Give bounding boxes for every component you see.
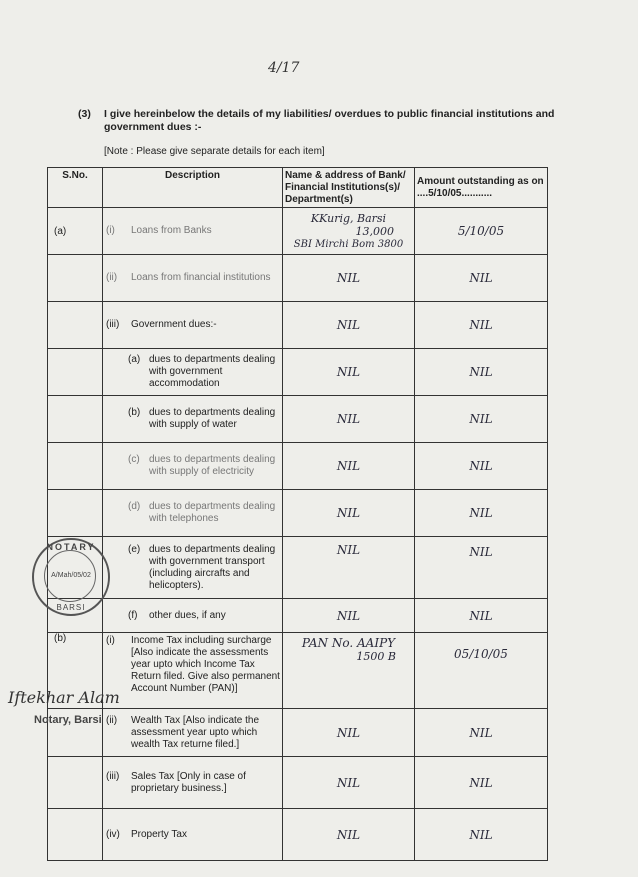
row-letter: (d) — [128, 501, 141, 512]
row-sno: (b) — [48, 633, 103, 709]
row-name-line: PAN No. AAIPY — [301, 636, 396, 650]
row-desc-text: Loans from financial institutions — [131, 272, 271, 283]
row-roman: (i) — [106, 225, 115, 236]
row-roman: (iii) — [106, 770, 120, 782]
row-description — [103, 208, 283, 255]
table-row — [48, 302, 548, 349]
table-row — [48, 809, 548, 861]
row-amount-value: NIL — [415, 537, 548, 599]
row-desc-text: dues to departments dealing with supply of electricity — [149, 454, 276, 477]
row-name-value: NIL — [283, 599, 415, 633]
row-description — [103, 349, 283, 396]
row-sno — [48, 396, 103, 443]
table-row — [48, 208, 548, 255]
table-row — [48, 599, 548, 633]
row-description — [103, 633, 283, 709]
row-letter: (a) — [128, 354, 141, 365]
row-amount-value: 5/10/05 — [415, 208, 548, 255]
row-name-value — [283, 633, 415, 709]
row-name-value — [283, 208, 415, 255]
row-name-value: NIL — [283, 757, 415, 809]
row-description — [103, 490, 283, 537]
row-description — [103, 537, 283, 599]
row-description — [103, 809, 283, 861]
row-desc-text: Wealth Tax [Also indicate the assessment year upto which wealth Tax returne filed.] — [131, 714, 260, 750]
section-note: [Note : Please give separate details for each item] — [104, 146, 325, 157]
row-description — [103, 757, 283, 809]
row-name-line: KKurig, Barsi — [310, 211, 387, 225]
row-name-value: NIL — [283, 302, 415, 349]
row-name-line: 13,000 — [355, 224, 394, 238]
row-amount-value: NIL — [415, 709, 548, 757]
row-roman: (i) — [106, 635, 115, 646]
header-amount: Amount outstanding as on ....5/10/05........... — [415, 168, 548, 208]
header-name-address: Name & address of Bank/ Financial Institutions(s)/ Department(s) — [283, 168, 415, 208]
notary-label: Notary, Barsi — [34, 714, 102, 726]
row-desc-text: Government dues:- — [131, 319, 217, 330]
row-description — [103, 396, 283, 443]
header-sno: S.No. — [48, 168, 103, 208]
section-number: (3) — [78, 108, 91, 120]
row-desc-text: Loans from Banks — [131, 225, 212, 236]
row-letter: (b) — [128, 407, 141, 418]
row-roman: (iii) — [106, 319, 120, 330]
row-roman: (ii) — [106, 714, 118, 726]
row-amount-value: NIL — [415, 396, 548, 443]
row-sno: (a) — [48, 208, 103, 255]
row-desc-text: dues to departments dealing with government transport (including aircrafts and helicopters). — [149, 543, 276, 591]
row-name-value: NIL — [283, 255, 415, 302]
row-name-value: NIL — [283, 396, 415, 443]
table-header-row — [48, 168, 548, 208]
seal-bottom-text: BARSI — [56, 603, 86, 612]
seal-middle-text: A/Mah/05/02 — [51, 572, 91, 579]
row-desc-text: Sales Tax [Only in case of proprietary business.] — [131, 770, 246, 794]
row-sno — [48, 349, 103, 396]
notary-signature: Iftekhar Alam — [8, 688, 120, 707]
row-description — [103, 599, 283, 633]
row-desc-text: Property Tax — [131, 828, 187, 840]
row-sno — [48, 255, 103, 302]
section-intro — [78, 108, 558, 134]
row-name-line: SBI Mirchi Bom 3800 — [293, 238, 404, 250]
row-name-value: NIL — [283, 709, 415, 757]
section-intro-text: I give hereinbelow the details of my liabilities/ overdues to public financial institutions and government dues :- — [104, 108, 555, 133]
row-desc-text: other dues, if any — [149, 609, 226, 621]
table-row — [48, 443, 548, 490]
row-name-value: NIL — [283, 443, 415, 490]
row-letter: (c) — [128, 454, 140, 465]
table-row — [48, 255, 548, 302]
row-sno — [48, 490, 103, 537]
row-amount-value: NIL — [415, 490, 548, 537]
notary-seal — [32, 538, 110, 616]
table-row — [48, 757, 548, 809]
row-amount-value: NIL — [415, 349, 548, 396]
row-description — [103, 255, 283, 302]
row-amount-value: NIL — [415, 443, 548, 490]
row-description — [103, 302, 283, 349]
row-amount-value: NIL — [415, 809, 548, 861]
row-roman: (ii) — [106, 272, 118, 283]
row-amount-value: NIL — [415, 302, 548, 349]
table-row — [48, 709, 548, 757]
row-desc-text: dues to departments dealing with telephones — [149, 501, 276, 524]
row-amount-value: NIL — [415, 757, 548, 809]
liabilities-table — [47, 167, 548, 861]
row-name-line: 1500 B — [356, 650, 396, 663]
row-desc-text: dues to departments dealing with government accommodation — [149, 354, 276, 389]
seal-top-text: NOTARY — [46, 542, 96, 552]
row-sno — [48, 809, 103, 861]
row-name-value: NIL — [283, 537, 415, 599]
row-amount-value: NIL — [415, 255, 548, 302]
row-sno — [48, 302, 103, 349]
table-row — [48, 396, 548, 443]
table-row — [48, 633, 548, 709]
row-sno — [48, 443, 103, 490]
row-name-value: NIL — [283, 809, 415, 861]
row-amount-value: NIL — [415, 599, 548, 633]
row-desc-text: dues to departments dealing with supply of water — [149, 407, 276, 430]
row-letter: (f) — [128, 609, 138, 621]
row-sno — [48, 757, 103, 809]
row-description — [103, 443, 283, 490]
header-description: Description — [103, 168, 283, 208]
row-description — [103, 709, 283, 757]
table-row — [48, 349, 548, 396]
table-row — [48, 490, 548, 537]
table-row — [48, 537, 548, 599]
row-name-value: NIL — [283, 349, 415, 396]
row-letter: (e) — [128, 543, 141, 555]
row-roman: (iv) — [106, 828, 120, 840]
row-name-value: NIL — [283, 490, 415, 537]
row-desc-text: Income Tax including surcharge [Also indicate the assessments year upto which Income Tax Return filed. Give also permanent Account Number (PAN)] — [131, 635, 280, 694]
page-mark: 4/17 — [268, 60, 300, 76]
row-amount-value: 05/10/05 — [415, 633, 548, 709]
